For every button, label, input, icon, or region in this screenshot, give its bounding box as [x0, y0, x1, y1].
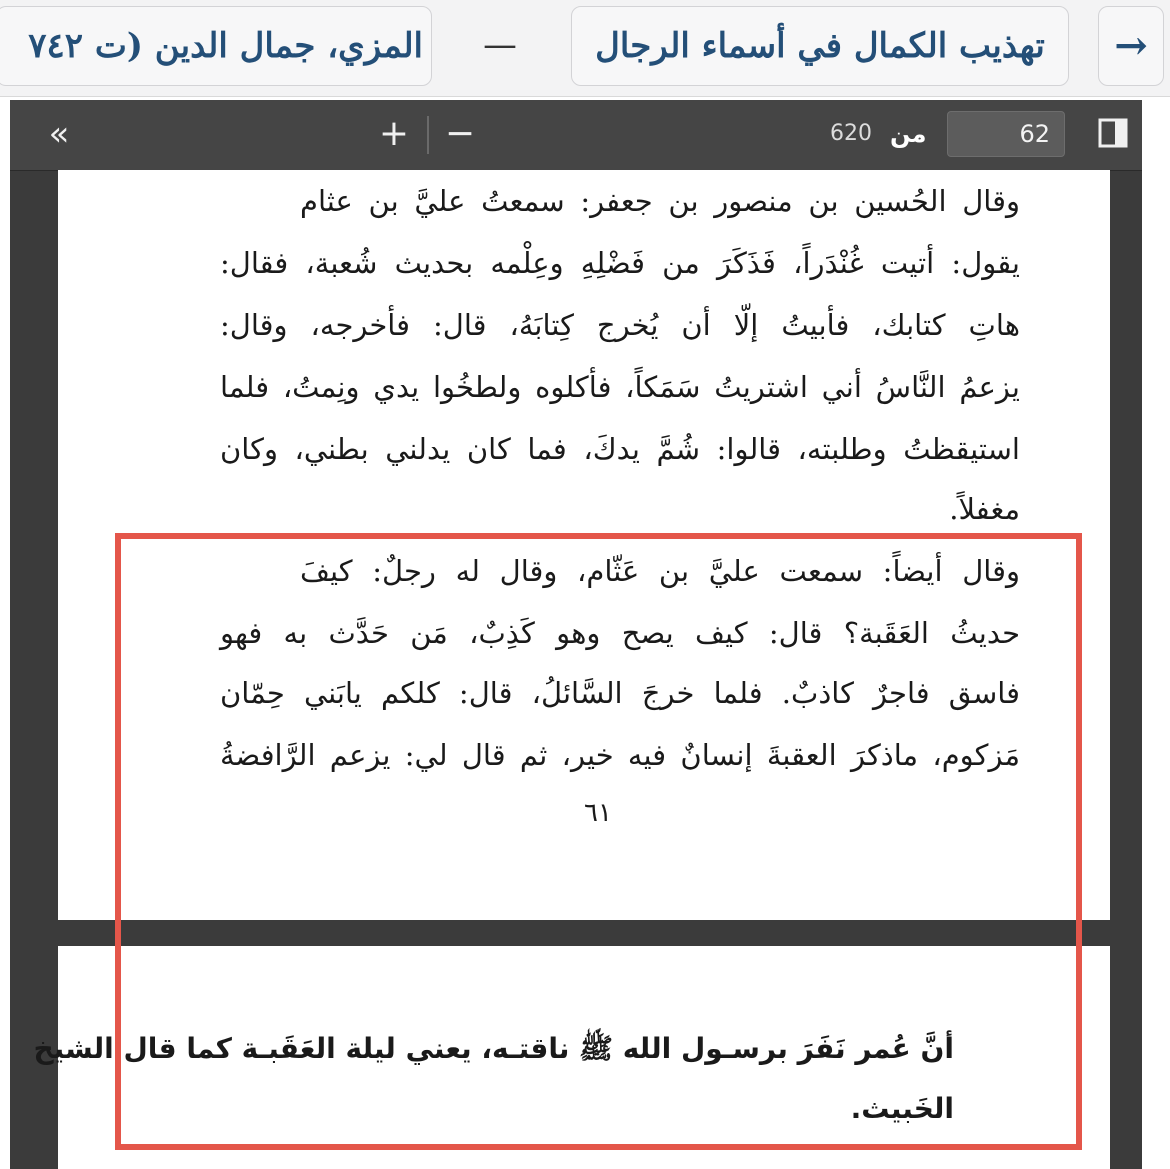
- sidebar-toggle-icon[interactable]: [1098, 118, 1128, 148]
- text-line: حديثُ العَقَبة؟ قال: كيف يصح وهو كَذِبٌ، مَن حَدَّث به فهو: [220, 616, 1020, 650]
- text-line: فاسق فاجرٌ كاذبٌ. فلما خرجَ السَّائلُ، قال: كلكم يابَني حِمّان: [220, 676, 1020, 710]
- text-line: أنَّ عُمر نَفَرَ برسـول الله ﷺ ناقتـه، يعني ليلة العَقَبـة كما قال الشيخ: [33, 1032, 954, 1065]
- text-line: استيقظتُ وطلبته، قالوا: شُمَّ يدكَ، فما كان يدلني بطني، وكان: [220, 432, 1020, 466]
- page-number: ٦١: [584, 798, 612, 828]
- text-line: هاتِ كتابك، فأبيتُ إلّا أن يُخرج كِتابَهُ، قال: فأخرجه، وقال:: [220, 308, 1020, 342]
- book-title-chip[interactable]: [571, 6, 1069, 86]
- text-line: وقال الحُسين بن منصور بن جعفر: سمعتُ عليَّ بن عثام: [300, 184, 1020, 218]
- text-line: الخَبيث.: [850, 1092, 954, 1125]
- back-arrow-button[interactable]: [1098, 6, 1164, 86]
- pdf-viewer: [10, 100, 1142, 1169]
- book-title: تهذيب الكمال في أسماء الرجال: [595, 26, 1045, 66]
- text-line: مَزكوم، ماذكرَ العقبةَ إنسانٌ فيه خير، ثم قال لي: يزعم الرَّافضةُ: [220, 738, 1020, 772]
- document-page: [58, 170, 1110, 920]
- top-header: [0, 0, 1170, 97]
- author-name: المزي، جمال الدين (ت ٧٤٢: [28, 26, 423, 66]
- zoom-in-button[interactable]: +: [378, 113, 410, 154]
- document-page: [33, 946, 1110, 1169]
- double-chevron-left-icon[interactable]: «: [48, 114, 64, 154]
- author-chip[interactable]: [0, 6, 432, 86]
- text-line: مغفلاً.: [949, 492, 1020, 526]
- text-line: يقول: أتيت غُنْدَراً، فَذَكَرَ من فَضْلِهِ وعِلْمه بحديث شُعبة، فقال:: [220, 246, 1020, 280]
- of-label: من: [890, 120, 927, 148]
- title-separator: —: [483, 25, 517, 65]
- viewer-toolbar: [10, 100, 1142, 171]
- text-line: وقال أيضاً: سمعت عليَّ بن عَثّام، وقال له رجلٌ: كيفَ: [300, 554, 1020, 588]
- page-number-input[interactable]: [947, 111, 1065, 157]
- zoom-out-button[interactable]: −: [444, 113, 476, 154]
- total-pages: 620: [830, 121, 872, 146]
- toolbar-divider: [427, 116, 429, 154]
- text-line: يزعمُ النَّاسُ أني اشتريتُ سَمَكاً، فأكلوه ولطخُوا يدي ونِمتُ، فلما: [220, 370, 1020, 404]
- arrow-right-icon: →: [1114, 22, 1148, 69]
